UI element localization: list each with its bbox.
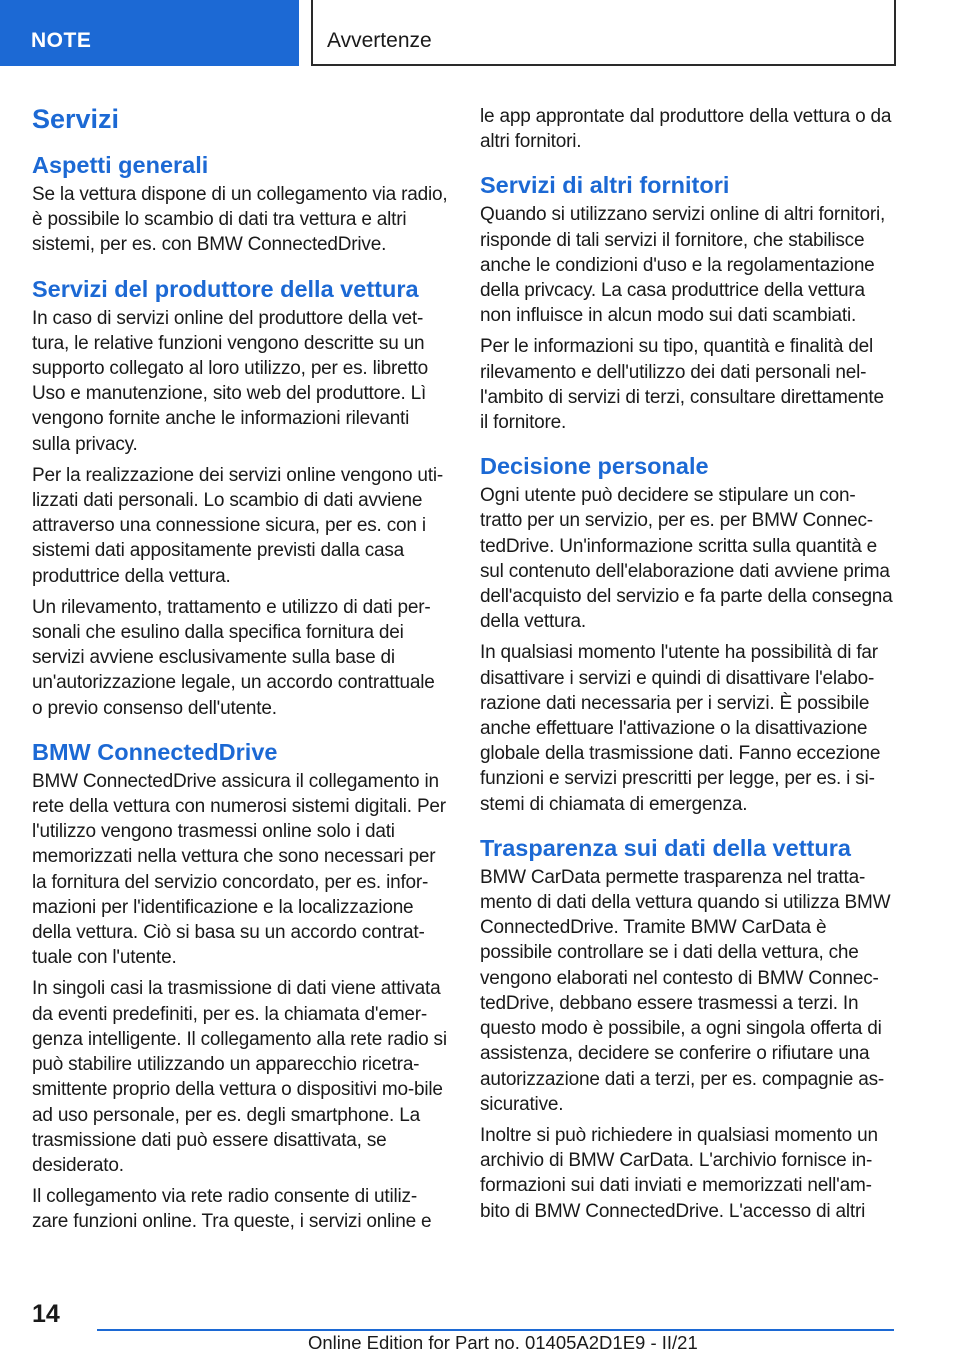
paragraph: In singoli casi la trasmissione di dati viene attivata da eventi predefiniti, per es. la chiamata d'emer-genza intelligente. Il collegamento alla rete radio si può stabilire utilizzando un apparecchio ricetra-smittente proprio della vettura o dispositivi mo-bile ad uso personale, per es. degli smartphone. La trasmissione dati può essere disattivata, se desiderato. [32, 978, 447, 1176]
right-column [480, 96, 896, 1230]
paragraph: Inoltre si può richiedere in qualsiasi momento un archivio di BMW CarData. L'archivio fornisce in-formazioni sui dati inviati e memorizzati nell'am-bito di BMW ConnectedDrive. L'accesso di altri [480, 1124, 878, 1222]
paragraph: Se la vettura dispone di un collegamento via radio, è possibile lo scambio di dati tra vettura e altri sistemi, per es. con BMW ConnectedDrive. [32, 184, 448, 256]
left-column [32, 96, 448, 1241]
heading-decisione-personale: Decisione personale [480, 453, 709, 480]
heading-trasparenza-dati: Trasparenza sui dati della vettura [480, 834, 851, 861]
paragraph: Per le informazioni su tipo, quantità e finalità del rilevamento e dell'utilizzo dei dati personali nel-l'ambito di servizi di terzi, consultare direttamente il fornitore. [480, 336, 884, 434]
edition-text: Online Edition for Part no. 01405A2D1E9 - II/21 [308, 1332, 698, 1353]
heading-servizi-altri-fornitori: Servizi di altri fornitori [480, 172, 730, 199]
paragraph: In qualsiasi momento l'utente ha possibilità di far disattivare i servizi e quindi di disattivare l'elabo-razione dati necessaria per i servizi. È possibile anche effettuare l'attivazione o la disattivazione globale della trasmissione dati. Fanno eccezione funzioni e servizi prescritti per legge, per es. i si-stemi di chiamata di emergenza. [480, 642, 881, 815]
footer-divider [97, 1329, 894, 1331]
page-number: 14 [32, 1300, 60, 1328]
heading-servizi-produttore: Servizi del produttore della vettura [32, 275, 419, 302]
paragraph: Il collegamento via rete radio consente di utiliz-zare funzioni online. Tra queste, i servizi online e [32, 1186, 432, 1233]
paragraph: BMW ConnectedDrive assicura il collegamento in rete della vettura con numerosi sistemi digitali. Per l'utilizzo vengono trasmessi online solo i dati memorizzati nella vettura che sono necessari per la fornitura del servizio concordato, per es. infor-mazioni per l'identificazione e la localizzazione della vettura. Ciò si basa su un accordo contrat-tuale con l'utente. [32, 770, 446, 969]
chapter-title: Avvertenze [311, 0, 896, 66]
paragraph: Ogni utente può decidere se stipulare un con-tratto per un servizio, per es. per BMW Connec-tedDrive. Un'informazione scritta sulla quantità e sul contenuto dell'elaborazione dati avviene prima dell'acquisto del servizio e fa parte della consegna della vettura. [480, 485, 893, 633]
paragraph: Quando si utilizzano servizi online di altri fornitori, risponde di tali servizi il fornitore, che stabilisce anche le condizioni d'uso e la regolamentazione della privcacy. La casa produttrice della vettura non influisce in alcun modo sui dati scambiati. [480, 204, 886, 327]
heading-bmw-connecteddrive: BMW ConnectedDrive [32, 738, 278, 765]
paragraph: Per la realizzazione dei servizi online vengono uti-lizzati dati personali. Lo scambio di dati avviene attraverso una connessione sicura, per es. con i sistemi dati appositamente previsti dalla casa produttrice della vettura. [32, 464, 443, 587]
paragraph: BMW CarData permette trasparenza nel tratta-mento di dati della vettura quando si utilizza BMW ConnectedDrive. Tramite BMW CarData è possibile controllare se i dati della vettura, che vengono elaborati nel contesto di BMW Connec-tedDrive, debbano essere trasmessi a terzi. In questo modo è possibile, a ogni singola offerta di assistenza, decidere se conferire o rifiutare una autorizzazione dati a terzi, per es. compagnie as-sicurative. [480, 866, 891, 1115]
lead-paragraph: le app approntate dal produttore della vettura o da altri fornitori. [480, 106, 892, 153]
section-tab: NOTE [0, 0, 299, 66]
heading-aspetti-generali: Aspetti generali [32, 152, 209, 178]
page-title: Servizi [32, 104, 120, 134]
paragraph: Un rilevamento, trattamento e utilizzo di dati per-sonali che esulino dalla specifica fornitura dei servizi avviene esclusivamente sulla base di un'autorizzazione legale, un accordo contrattuale o previo consenso dell'utente. [32, 596, 435, 719]
paragraph: In caso di servizi online del produttore della vet-tura, le relative funzioni vengono descritte su un supporto collegato al loro utilizzo, per es. libretto Uso e manutenzione, sito web del produttore. Lì vengono fornite anche le informazioni rilevanti sulla privacy. [32, 307, 429, 455]
